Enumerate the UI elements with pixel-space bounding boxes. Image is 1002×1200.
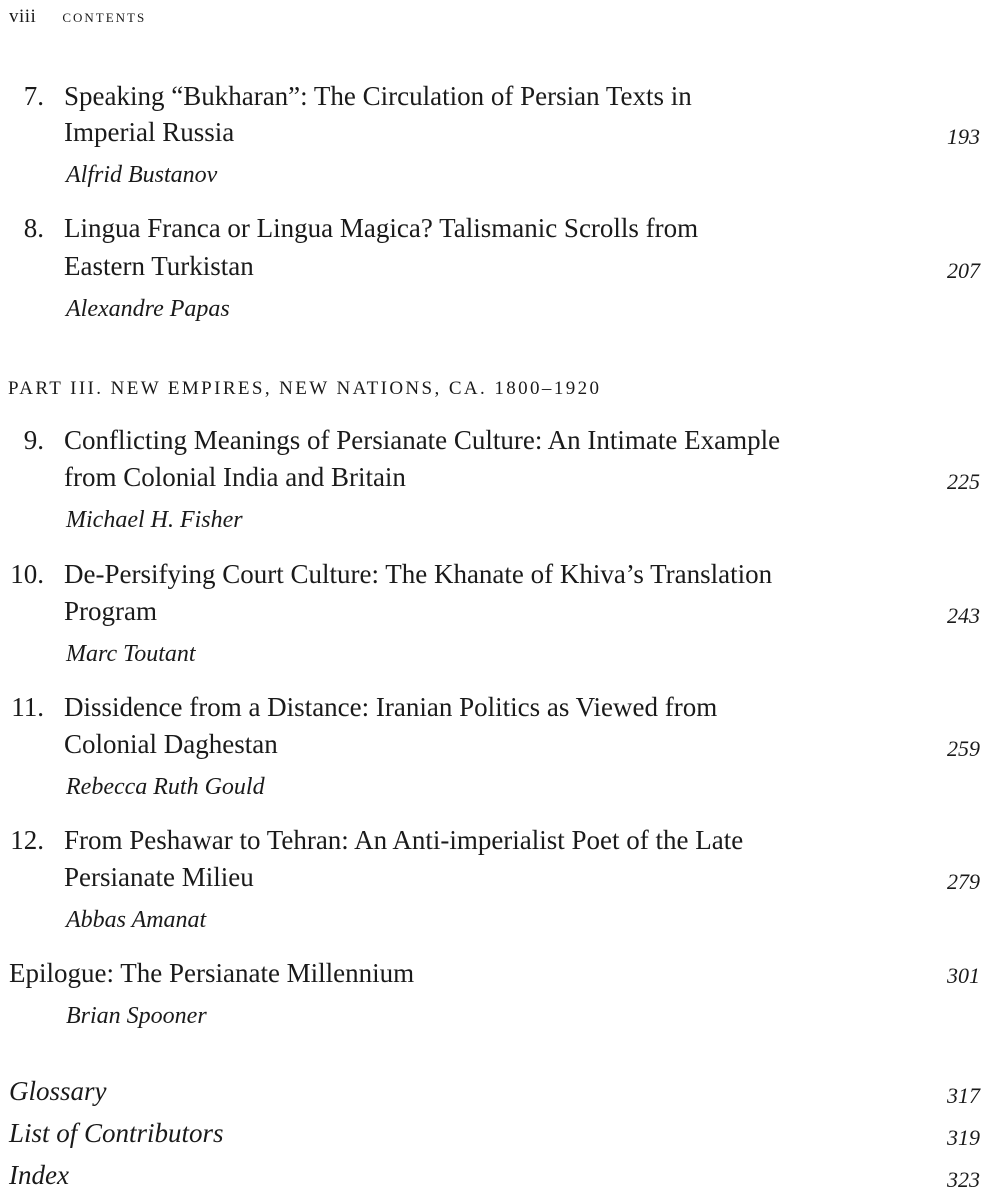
chapter-title-line[interactable]: Speaking “Bukharan”: The Circulation of Persian Texts in <box>64 81 692 111</box>
epilogue-title[interactable]: Epilogue: The Persianate Millennium <box>9 958 415 988</box>
chapter-author: Alfrid Bustanov <box>66 162 218 188</box>
chapter-author: Marc Toutant <box>66 641 196 667</box>
chapter-number: 7. <box>23 81 44 111</box>
chapter-number: 8. <box>23 213 44 243</box>
chapter-title-line[interactable]: Persianate Milieu <box>64 862 254 892</box>
running-head <box>9 6 146 28</box>
chapter-author: Michael H. Fisher <box>66 507 243 533</box>
chapter-title-line[interactable]: Program <box>64 596 157 626</box>
part-heading: PART III. NEW EMPIRES, NEW NATIONS, CA. 1800–1920 <box>8 378 602 399</box>
chapter-title-line[interactable]: Imperial Russia <box>64 117 235 147</box>
chapter-author: Alexandre Papas <box>66 296 230 322</box>
back-matter-page: 319 <box>947 1125 980 1150</box>
chapter-page: 207 <box>947 258 980 283</box>
chapter-author: Abbas Amanat <box>66 907 207 933</box>
chapter-title-line[interactable]: Lingua Franca or Lingua Magica? Talismanic Scrolls from <box>64 213 699 243</box>
chapter-title-line[interactable]: Eastern Turkistan <box>64 251 254 281</box>
epilogue-author: Brian Spooner <box>66 1003 207 1029</box>
back-matter-page: 323 <box>947 1167 980 1192</box>
header-title: contents <box>62 6 147 27</box>
chapter-title-line[interactable]: De-Persifying Court Culture: The Khanate of Khiva’s Translation <box>64 559 773 589</box>
header-page-number: viii <box>9 6 37 27</box>
chapter-title-line[interactable]: From Peshawar to Tehran: An Anti-imperialist Poet of the Late <box>64 825 744 855</box>
back-matter-page: 317 <box>947 1083 980 1108</box>
epilogue-page: 301 <box>947 963 980 988</box>
chapter-author: Rebecca Ruth Gould <box>66 774 265 800</box>
chapter-number: 12. <box>10 825 44 855</box>
chapter-title-line[interactable]: from Colonial India and Britain <box>64 462 406 492</box>
chapter-page: 225 <box>947 469 980 494</box>
chapter-title-line[interactable]: Conflicting Meanings of Persianate Culture: An Intimate Example <box>64 425 781 455</box>
back-matter-glossary[interactable]: Glossary <box>9 1076 107 1106</box>
chapter-page: 259 <box>947 736 980 761</box>
back-matter-contributors[interactable]: List of Contributors <box>9 1118 224 1148</box>
chapter-page: 243 <box>947 603 980 628</box>
chapter-number: 11. <box>11 692 44 722</box>
chapter-page: 279 <box>947 869 980 894</box>
chapter-number: 9. <box>23 425 44 455</box>
chapter-title-line[interactable]: Dissidence from a Distance: Iranian Politics as Viewed from <box>64 692 718 722</box>
chapter-number: 10. <box>10 559 44 589</box>
chapter-page: 193 <box>947 124 980 149</box>
back-matter-index[interactable]: Index <box>9 1160 69 1190</box>
chapter-title-line[interactable]: Colonial Daghestan <box>64 729 278 759</box>
